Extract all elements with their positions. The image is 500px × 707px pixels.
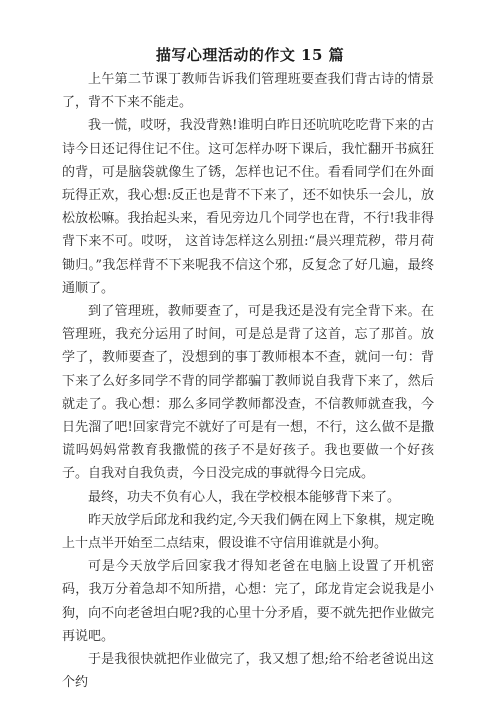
paragraph: 上午第二节课丁教师告诉我们管理班要查我们背古诗的情景了，背不下来不能走。 [62,72,434,111]
paragraph: 最终，功夫不负有心人，我在学校根本能够背下来了。 [88,489,401,505]
document-title: 描写心理活动的作文 15 篇 [155,46,345,64]
paragraph: 我一慌，哎呀，我没背熟!谁明白昨日还吭吭吃吃背下来的古诗今日还记得住记不住。这可怎样办呀下课后，我忙翻开书疯狂的背，可是脑袋就像生了锈，怎样也记不住。看看同学们在外面玩得正欢，我心想:反正也是背不下来了，还不如快乐一会儿，放松放松嘛。我抬起头来，看见旁边几个同学也在背，不行!我非得背下来不可。哎呀， 这首诗怎样这么别扭:“晨兴理荒秽，带月荷锄归。”我怎样背不下来呢我不信这个邪，反复念了好几遍，最终通顺了。 [62,118,434,296]
paragraph: 昨天放学后邱龙和我约定,今天我们俩在网上下象棋，规定晚上十点半开始至二点结束，假设谁不守信用谁就是小狗。 [62,512,434,552]
paragraph: 于是我很快就把作业做完了，我又想了想;给不给老爸说出这个约 [62,652,434,691]
paragraph: 到了管理班，教师要查了，可是我还是没有完全背下来。在管理班，我充分运用了时间，可是总是背了这首，忘了那首。放学了，教师要查了，没想到的事丁教师根本不查，就问一句：背下来了么好多同学不背的同学都骗丁教师说自我背下来了，然后就走了。我心想：那么多同学教师都没查，不信教师就查我，今日先溜了吧!回家背完不就好了可是有一想，不行，这么做不是撒谎吗妈妈常教育我撒慌的孩子不是好孩子。我也要做一个好孩子。自我对自我负责，今日没完成的事就得今日完成。 [62,304,434,482]
paragraph: 可是今天放学后回家我才得知老爸在电脑上设置了开机密码，我万分着急却不知所措，心想：完了，邱龙肯定会说我是小狗，向不向老爸坦白呢?我的心里十分矛盾，要不就先把作业做完再说吧。 [62,559,434,644]
document-body [62,68,434,694]
